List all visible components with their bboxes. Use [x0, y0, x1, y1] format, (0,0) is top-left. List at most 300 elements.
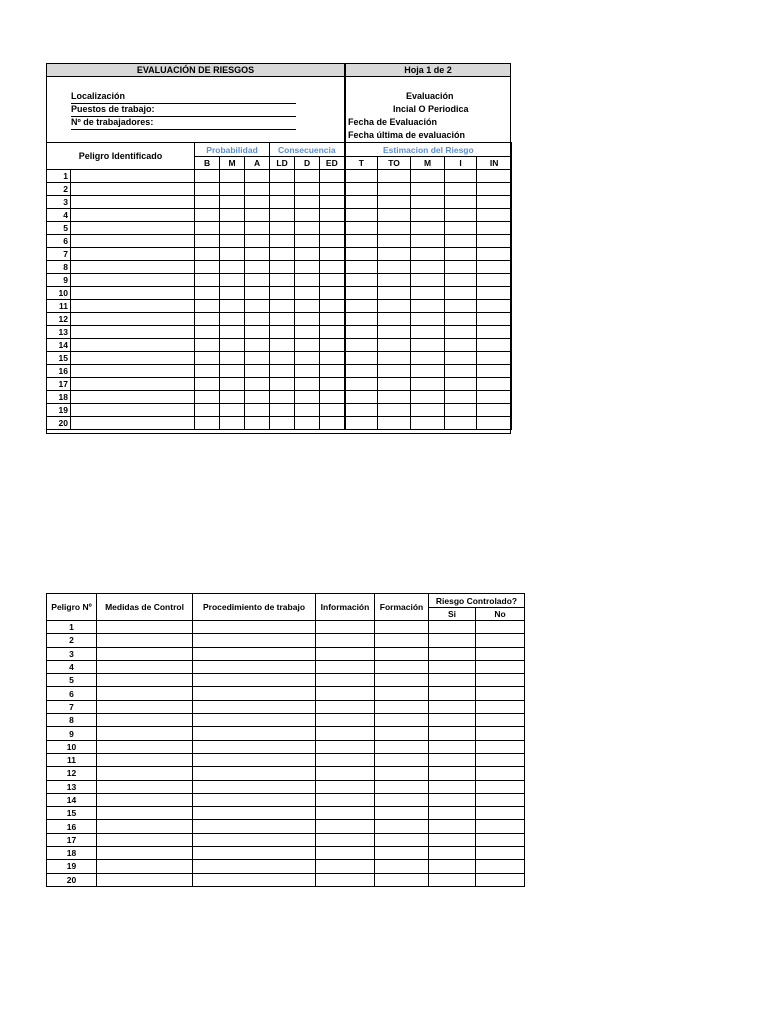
hazard-cell[interactable]	[445, 235, 477, 248]
control-cell[interactable]	[193, 740, 316, 753]
hazard-cell[interactable]	[195, 287, 220, 300]
control-cell[interactable]	[97, 647, 193, 660]
hazard-cell[interactable]	[445, 274, 477, 287]
hazard-cell[interactable]	[220, 339, 245, 352]
control-cell[interactable]	[316, 647, 375, 660]
hazard-cell[interactable]	[270, 365, 295, 378]
control-cell[interactable]	[193, 700, 316, 713]
hazard-cell[interactable]	[270, 404, 295, 417]
control-cell[interactable]	[316, 753, 375, 766]
hazard-cell[interactable]	[445, 209, 477, 222]
hazard-cell[interactable]	[270, 287, 295, 300]
control-cell[interactable]	[429, 634, 476, 647]
hazard-cell[interactable]	[71, 378, 195, 391]
control-cell[interactable]	[375, 780, 429, 793]
control-cell[interactable]	[97, 687, 193, 700]
hazard-cell[interactable]	[245, 300, 270, 313]
hazard-cell[interactable]	[295, 313, 320, 326]
hazard-cell[interactable]	[378, 417, 411, 430]
hazard-cell[interactable]	[345, 365, 378, 378]
hazard-cell[interactable]	[477, 300, 512, 313]
control-cell[interactable]	[429, 700, 476, 713]
control-cell[interactable]	[375, 700, 429, 713]
hazard-cell[interactable]	[270, 313, 295, 326]
hazard-cell[interactable]	[320, 287, 345, 300]
control-cell[interactable]	[476, 833, 525, 846]
hazard-cell[interactable]	[320, 300, 345, 313]
hazard-cell[interactable]	[378, 287, 411, 300]
hazard-cell[interactable]	[220, 170, 245, 183]
hazard-cell[interactable]	[295, 352, 320, 365]
hazard-cell[interactable]	[445, 417, 477, 430]
control-cell[interactable]	[193, 621, 316, 634]
hazard-cell[interactable]	[71, 417, 195, 430]
hazard-cell[interactable]	[345, 196, 378, 209]
hazard-cell[interactable]	[270, 352, 295, 365]
control-cell[interactable]	[429, 753, 476, 766]
control-cell[interactable]	[97, 621, 193, 634]
control-cell[interactable]	[316, 740, 375, 753]
hazard-cell[interactable]	[477, 235, 512, 248]
hazard-cell[interactable]	[245, 339, 270, 352]
control-cell[interactable]	[316, 767, 375, 780]
control-cell[interactable]	[316, 793, 375, 806]
hazard-cell[interactable]	[320, 274, 345, 287]
control-cell[interactable]	[375, 740, 429, 753]
hazard-cell[interactable]	[71, 274, 195, 287]
control-cell[interactable]	[97, 767, 193, 780]
control-cell[interactable]	[375, 674, 429, 687]
hazard-cell[interactable]	[411, 404, 445, 417]
hazard-cell[interactable]	[378, 222, 411, 235]
hazard-cell[interactable]	[270, 378, 295, 391]
hazard-cell[interactable]	[195, 352, 220, 365]
control-cell[interactable]	[193, 847, 316, 860]
control-cell[interactable]	[375, 647, 429, 660]
hazard-cell[interactable]	[345, 261, 378, 274]
control-cell[interactable]	[97, 753, 193, 766]
control-cell[interactable]	[193, 634, 316, 647]
control-cell[interactable]	[316, 660, 375, 673]
hazard-cell[interactable]	[477, 170, 512, 183]
hazard-cell[interactable]	[220, 313, 245, 326]
control-cell[interactable]	[375, 833, 429, 846]
hazard-cell[interactable]	[345, 183, 378, 196]
hazard-cell[interactable]	[245, 365, 270, 378]
hazard-cell[interactable]	[245, 404, 270, 417]
hazard-cell[interactable]	[477, 378, 512, 391]
control-cell[interactable]	[476, 793, 525, 806]
hazard-cell[interactable]	[71, 248, 195, 261]
hazard-cell[interactable]	[195, 222, 220, 235]
hazard-cell[interactable]	[445, 222, 477, 235]
hazard-cell[interactable]	[295, 287, 320, 300]
control-cell[interactable]	[375, 753, 429, 766]
hazard-cell[interactable]	[445, 365, 477, 378]
hazard-cell[interactable]	[345, 352, 378, 365]
control-cell[interactable]	[476, 767, 525, 780]
hazard-cell[interactable]	[220, 248, 245, 261]
hazard-cell[interactable]	[71, 365, 195, 378]
hazard-cell[interactable]	[270, 170, 295, 183]
hazard-cell[interactable]	[445, 170, 477, 183]
hazard-cell[interactable]	[71, 326, 195, 339]
control-cell[interactable]	[429, 793, 476, 806]
control-cell[interactable]	[375, 714, 429, 727]
control-cell[interactable]	[429, 621, 476, 634]
hazard-cell[interactable]	[220, 209, 245, 222]
control-cell[interactable]	[97, 700, 193, 713]
hazard-cell[interactable]	[295, 222, 320, 235]
hazard-cell[interactable]	[378, 391, 411, 404]
hazard-cell[interactable]	[220, 417, 245, 430]
control-cell[interactable]	[476, 780, 525, 793]
hazard-cell[interactable]	[378, 326, 411, 339]
hazard-cell[interactable]	[477, 274, 512, 287]
control-cell[interactable]	[429, 727, 476, 740]
hazard-cell[interactable]	[195, 404, 220, 417]
control-cell[interactable]	[476, 820, 525, 833]
hazard-cell[interactable]	[220, 404, 245, 417]
hazard-cell[interactable]	[378, 170, 411, 183]
hazard-cell[interactable]	[195, 261, 220, 274]
control-cell[interactable]	[375, 847, 429, 860]
hazard-cell[interactable]	[71, 352, 195, 365]
hazard-cell[interactable]	[295, 248, 320, 261]
control-cell[interactable]	[97, 847, 193, 860]
hazard-cell[interactable]	[378, 339, 411, 352]
hazard-cell[interactable]	[220, 274, 245, 287]
hazard-cell[interactable]	[477, 183, 512, 196]
hazard-cell[interactable]	[445, 352, 477, 365]
hazard-cell[interactable]	[445, 300, 477, 313]
control-cell[interactable]	[193, 793, 316, 806]
hazard-cell[interactable]	[270, 196, 295, 209]
hazard-cell[interactable]	[270, 300, 295, 313]
hazard-cell[interactable]	[345, 417, 378, 430]
control-cell[interactable]	[97, 660, 193, 673]
hazard-cell[interactable]	[71, 170, 195, 183]
control-cell[interactable]	[476, 807, 525, 820]
hazard-cell[interactable]	[270, 222, 295, 235]
control-cell[interactable]	[316, 860, 375, 873]
hazard-cell[interactable]	[411, 313, 445, 326]
control-cell[interactable]	[429, 714, 476, 727]
hazard-cell[interactable]	[270, 209, 295, 222]
hazard-cell[interactable]	[195, 274, 220, 287]
control-cell[interactable]	[193, 873, 316, 886]
hazard-cell[interactable]	[445, 287, 477, 300]
hazard-cell[interactable]	[320, 339, 345, 352]
hazard-cell[interactable]	[378, 313, 411, 326]
hazard-cell[interactable]	[477, 248, 512, 261]
hazard-cell[interactable]	[378, 352, 411, 365]
hazard-cell[interactable]	[245, 209, 270, 222]
control-cell[interactable]	[97, 740, 193, 753]
hazard-cell[interactable]	[445, 248, 477, 261]
hazard-cell[interactable]	[411, 339, 445, 352]
hazard-cell[interactable]	[445, 339, 477, 352]
control-cell[interactable]	[97, 727, 193, 740]
hazard-cell[interactable]	[245, 352, 270, 365]
control-cell[interactable]	[375, 793, 429, 806]
hazard-cell[interactable]	[195, 300, 220, 313]
hazard-cell[interactable]	[270, 326, 295, 339]
hazard-cell[interactable]	[445, 183, 477, 196]
control-cell[interactable]	[193, 807, 316, 820]
hazard-cell[interactable]	[378, 209, 411, 222]
hazard-cell[interactable]	[345, 248, 378, 261]
hazard-cell[interactable]	[320, 378, 345, 391]
hazard-cell[interactable]	[378, 183, 411, 196]
control-cell[interactable]	[97, 807, 193, 820]
hazard-cell[interactable]	[320, 209, 345, 222]
hazard-cell[interactable]	[345, 209, 378, 222]
hazard-cell[interactable]	[245, 170, 270, 183]
control-cell[interactable]	[476, 727, 525, 740]
hazard-cell[interactable]	[220, 352, 245, 365]
hazard-cell[interactable]	[477, 196, 512, 209]
hazard-cell[interactable]	[245, 183, 270, 196]
hazard-cell[interactable]	[71, 287, 195, 300]
control-cell[interactable]	[97, 780, 193, 793]
control-cell[interactable]	[193, 727, 316, 740]
control-cell[interactable]	[97, 714, 193, 727]
hazard-cell[interactable]	[345, 404, 378, 417]
hazard-cell[interactable]	[378, 261, 411, 274]
control-cell[interactable]	[375, 660, 429, 673]
hazard-cell[interactable]	[378, 248, 411, 261]
control-cell[interactable]	[375, 873, 429, 886]
hazard-cell[interactable]	[445, 261, 477, 274]
hazard-cell[interactable]	[195, 391, 220, 404]
hazard-cell[interactable]	[411, 196, 445, 209]
hazard-cell[interactable]	[345, 391, 378, 404]
hazard-cell[interactable]	[345, 326, 378, 339]
hazard-cell[interactable]	[220, 196, 245, 209]
control-cell[interactable]	[476, 847, 525, 860]
hazard-cell[interactable]	[411, 417, 445, 430]
hazard-cell[interactable]	[378, 196, 411, 209]
hazard-cell[interactable]	[477, 261, 512, 274]
control-cell[interactable]	[375, 687, 429, 700]
hazard-cell[interactable]	[378, 235, 411, 248]
hazard-cell[interactable]	[295, 417, 320, 430]
hazard-cell[interactable]	[245, 326, 270, 339]
hazard-cell[interactable]	[320, 391, 345, 404]
control-cell[interactable]	[193, 833, 316, 846]
hazard-cell[interactable]	[245, 391, 270, 404]
hazard-cell[interactable]	[295, 365, 320, 378]
hazard-cell[interactable]	[378, 274, 411, 287]
control-cell[interactable]	[316, 833, 375, 846]
hazard-cell[interactable]	[270, 417, 295, 430]
hazard-cell[interactable]	[345, 300, 378, 313]
hazard-cell[interactable]	[245, 287, 270, 300]
hazard-cell[interactable]	[320, 183, 345, 196]
hazard-cell[interactable]	[195, 209, 220, 222]
hazard-cell[interactable]	[71, 235, 195, 248]
control-cell[interactable]	[193, 687, 316, 700]
hazard-cell[interactable]	[270, 183, 295, 196]
hazard-cell[interactable]	[195, 313, 220, 326]
hazard-cell[interactable]	[270, 339, 295, 352]
hazard-cell[interactable]	[270, 391, 295, 404]
hazard-cell[interactable]	[295, 235, 320, 248]
control-cell[interactable]	[97, 833, 193, 846]
hazard-cell[interactable]	[245, 261, 270, 274]
hazard-cell[interactable]	[345, 339, 378, 352]
hazard-cell[interactable]	[245, 417, 270, 430]
control-cell[interactable]	[193, 820, 316, 833]
hazard-cell[interactable]	[295, 378, 320, 391]
control-cell[interactable]	[476, 714, 525, 727]
hazard-cell[interactable]	[295, 170, 320, 183]
hazard-cell[interactable]	[345, 313, 378, 326]
hazard-cell[interactable]	[477, 326, 512, 339]
control-cell[interactable]	[375, 767, 429, 780]
hazard-cell[interactable]	[445, 378, 477, 391]
hazard-cell[interactable]	[378, 378, 411, 391]
control-cell[interactable]	[316, 714, 375, 727]
hazard-cell[interactable]	[411, 261, 445, 274]
control-cell[interactable]	[429, 647, 476, 660]
hazard-cell[interactable]	[411, 352, 445, 365]
control-cell[interactable]	[429, 860, 476, 873]
hazard-cell[interactable]	[477, 404, 512, 417]
control-cell[interactable]	[316, 687, 375, 700]
hazard-cell[interactable]	[295, 391, 320, 404]
control-cell[interactable]	[476, 700, 525, 713]
control-cell[interactable]	[476, 687, 525, 700]
hazard-cell[interactable]	[320, 417, 345, 430]
control-cell[interactable]	[476, 634, 525, 647]
control-cell[interactable]	[316, 820, 375, 833]
control-cell[interactable]	[193, 780, 316, 793]
control-cell[interactable]	[193, 753, 316, 766]
hazard-cell[interactable]	[71, 313, 195, 326]
control-cell[interactable]	[429, 847, 476, 860]
hazard-cell[interactable]	[411, 274, 445, 287]
hazard-cell[interactable]	[477, 209, 512, 222]
hazard-cell[interactable]	[295, 196, 320, 209]
hazard-cell[interactable]	[245, 248, 270, 261]
control-cell[interactable]	[429, 674, 476, 687]
hazard-cell[interactable]	[71, 222, 195, 235]
control-cell[interactable]	[97, 793, 193, 806]
hazard-cell[interactable]	[445, 404, 477, 417]
hazard-cell[interactable]	[195, 235, 220, 248]
hazard-cell[interactable]	[195, 248, 220, 261]
hazard-cell[interactable]	[445, 313, 477, 326]
control-cell[interactable]	[476, 647, 525, 660]
hazard-cell[interactable]	[245, 235, 270, 248]
hazard-cell[interactable]	[220, 365, 245, 378]
hazard-cell[interactable]	[220, 326, 245, 339]
hazard-cell[interactable]	[378, 365, 411, 378]
hazard-cell[interactable]	[295, 261, 320, 274]
hazard-cell[interactable]	[320, 170, 345, 183]
hazard-cell[interactable]	[220, 235, 245, 248]
hazard-cell[interactable]	[71, 209, 195, 222]
hazard-cell[interactable]	[270, 248, 295, 261]
control-cell[interactable]	[375, 634, 429, 647]
hazard-cell[interactable]	[220, 222, 245, 235]
control-cell[interactable]	[476, 873, 525, 886]
hazard-cell[interactable]	[71, 391, 195, 404]
hazard-cell[interactable]	[445, 196, 477, 209]
hazard-cell[interactable]	[195, 183, 220, 196]
hazard-cell[interactable]	[71, 261, 195, 274]
control-cell[interactable]	[193, 647, 316, 660]
hazard-cell[interactable]	[71, 183, 195, 196]
hazard-cell[interactable]	[71, 339, 195, 352]
hazard-cell[interactable]	[71, 196, 195, 209]
hazard-cell[interactable]	[477, 339, 512, 352]
hazard-cell[interactable]	[411, 378, 445, 391]
hazard-cell[interactable]	[345, 287, 378, 300]
hazard-cell[interactable]	[411, 222, 445, 235]
control-cell[interactable]	[316, 780, 375, 793]
control-cell[interactable]	[97, 634, 193, 647]
hazard-cell[interactable]	[411, 326, 445, 339]
hazard-cell[interactable]	[220, 300, 245, 313]
hazard-cell[interactable]	[477, 287, 512, 300]
control-cell[interactable]	[316, 727, 375, 740]
hazard-cell[interactable]	[270, 274, 295, 287]
control-cell[interactable]	[476, 753, 525, 766]
control-cell[interactable]	[429, 780, 476, 793]
control-cell[interactable]	[193, 860, 316, 873]
control-cell[interactable]	[316, 847, 375, 860]
control-cell[interactable]	[316, 700, 375, 713]
hazard-cell[interactable]	[195, 378, 220, 391]
hazard-cell[interactable]	[195, 365, 220, 378]
hazard-cell[interactable]	[245, 378, 270, 391]
control-cell[interactable]	[193, 714, 316, 727]
hazard-cell[interactable]	[345, 378, 378, 391]
hazard-cell[interactable]	[320, 365, 345, 378]
control-cell[interactable]	[316, 873, 375, 886]
control-cell[interactable]	[193, 674, 316, 687]
control-cell[interactable]	[375, 727, 429, 740]
control-cell[interactable]	[375, 621, 429, 634]
control-cell[interactable]	[375, 860, 429, 873]
hazard-cell[interactable]	[295, 183, 320, 196]
control-cell[interactable]	[97, 873, 193, 886]
hazard-cell[interactable]	[411, 287, 445, 300]
hazard-cell[interactable]	[477, 365, 512, 378]
hazard-cell[interactable]	[477, 417, 512, 430]
hazard-cell[interactable]	[477, 222, 512, 235]
control-cell[interactable]	[476, 860, 525, 873]
hazard-cell[interactable]	[477, 391, 512, 404]
hazard-cell[interactable]	[320, 196, 345, 209]
hazard-cell[interactable]	[220, 287, 245, 300]
control-cell[interactable]	[429, 687, 476, 700]
hazard-cell[interactable]	[245, 313, 270, 326]
control-cell[interactable]	[429, 820, 476, 833]
hazard-cell[interactable]	[477, 313, 512, 326]
hazard-cell[interactable]	[295, 209, 320, 222]
control-cell[interactable]	[429, 767, 476, 780]
hazard-cell[interactable]	[220, 183, 245, 196]
hazard-cell[interactable]	[195, 417, 220, 430]
hazard-cell[interactable]	[220, 391, 245, 404]
hazard-cell[interactable]	[345, 274, 378, 287]
hazard-cell[interactable]	[320, 248, 345, 261]
hazard-cell[interactable]	[411, 209, 445, 222]
